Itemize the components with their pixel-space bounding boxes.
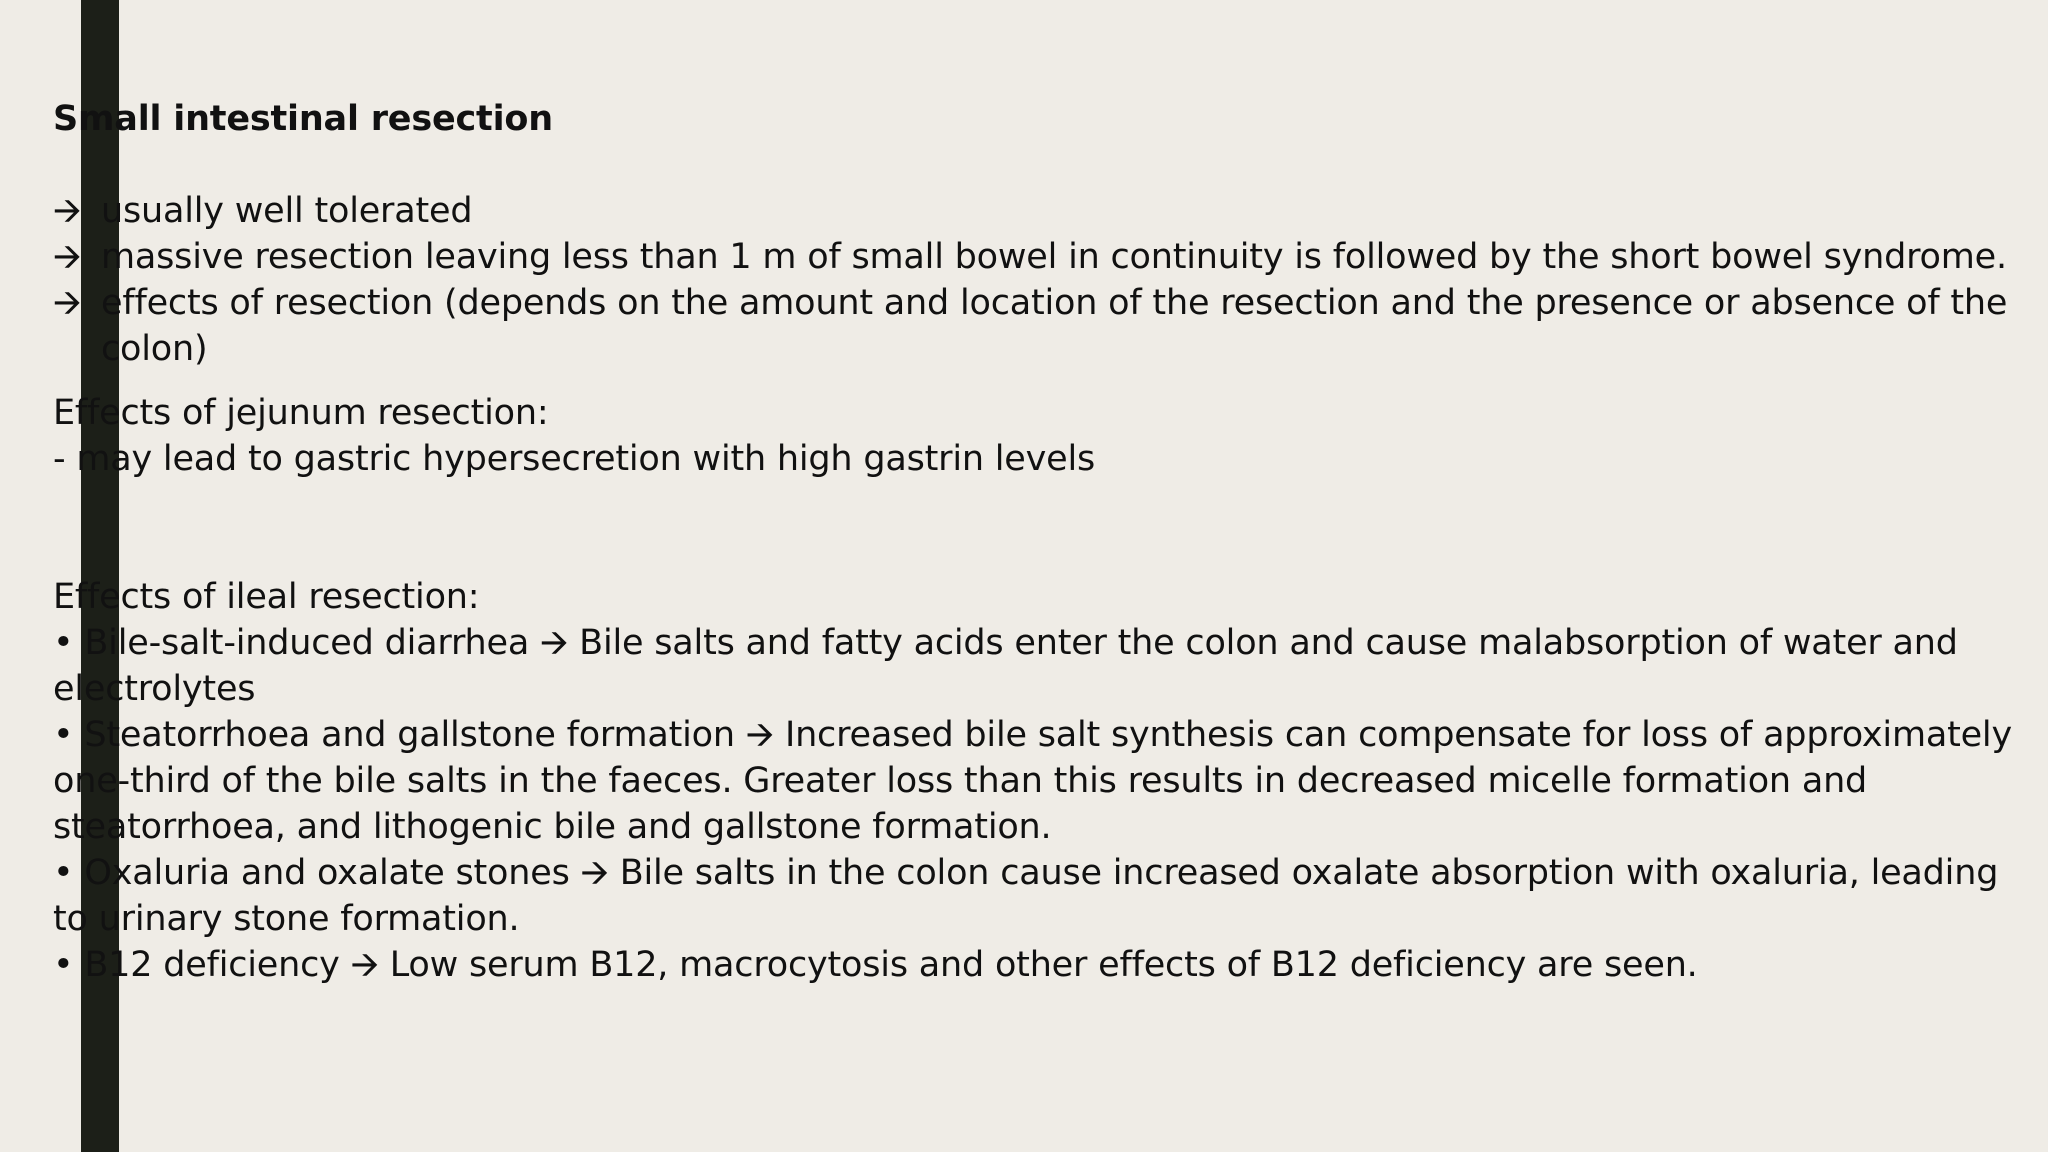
ileal-bullet: • Steatorrhoea and gallstone formation 🡪 Increased bile salt synthesis can compensate for loss of approximately one-third of the bile salts in the faeces. Greater loss than this results in decreased micelle formation and steatorrhoea, and lithogenic bile and gallstone formation. bbox=[53, 715, 2012, 847]
slide-content bbox=[53, 96, 2013, 988]
arrow-icon: 🡪 bbox=[53, 283, 82, 323]
arrow-icon: 🡪 bbox=[53, 237, 82, 277]
ileal-bullet: • B12 deficiency 🡪 Low serum B12, macrocytosis and other effects of B12 deficiency are seen. bbox=[53, 945, 1698, 985]
ileal-bullet: • Bile-salt-induced diarrhea 🡪 Bile salts and fatty acids enter the colon and cause malabsorption of water and electrolytes bbox=[53, 623, 1958, 709]
jejunum-heading: Effects of jejunum resection: bbox=[53, 393, 549, 433]
arrow-item-text: effects of resection (depends on the amount and location of the resection and the presence or absence of the colon) bbox=[101, 283, 2008, 369]
arrow-item-text: massive resection leaving less than 1 m of small bowel in continuity is followed by the short bowel syndrome. bbox=[101, 237, 2007, 277]
arrow-item bbox=[53, 188, 2013, 234]
arrow-list bbox=[53, 188, 2013, 372]
ileal-heading: Effects of ileal resection: bbox=[53, 577, 480, 617]
slide-title: Small intestinal resection bbox=[53, 99, 553, 139]
jejunum-point: - may lead to gastric hypersecretion with high gastrin levels bbox=[53, 439, 1096, 479]
arrow-item bbox=[53, 280, 2013, 372]
arrow-item-text: usually well tolerated bbox=[101, 191, 473, 231]
ileal-bullet: • Oxaluria and oxalate stones 🡪 Bile salts in the colon cause increased oxalate absorption with oxaluria, leading to urinary stone formation. bbox=[53, 853, 1999, 939]
arrow-item bbox=[53, 234, 2013, 280]
arrow-icon: 🡪 bbox=[53, 191, 82, 231]
